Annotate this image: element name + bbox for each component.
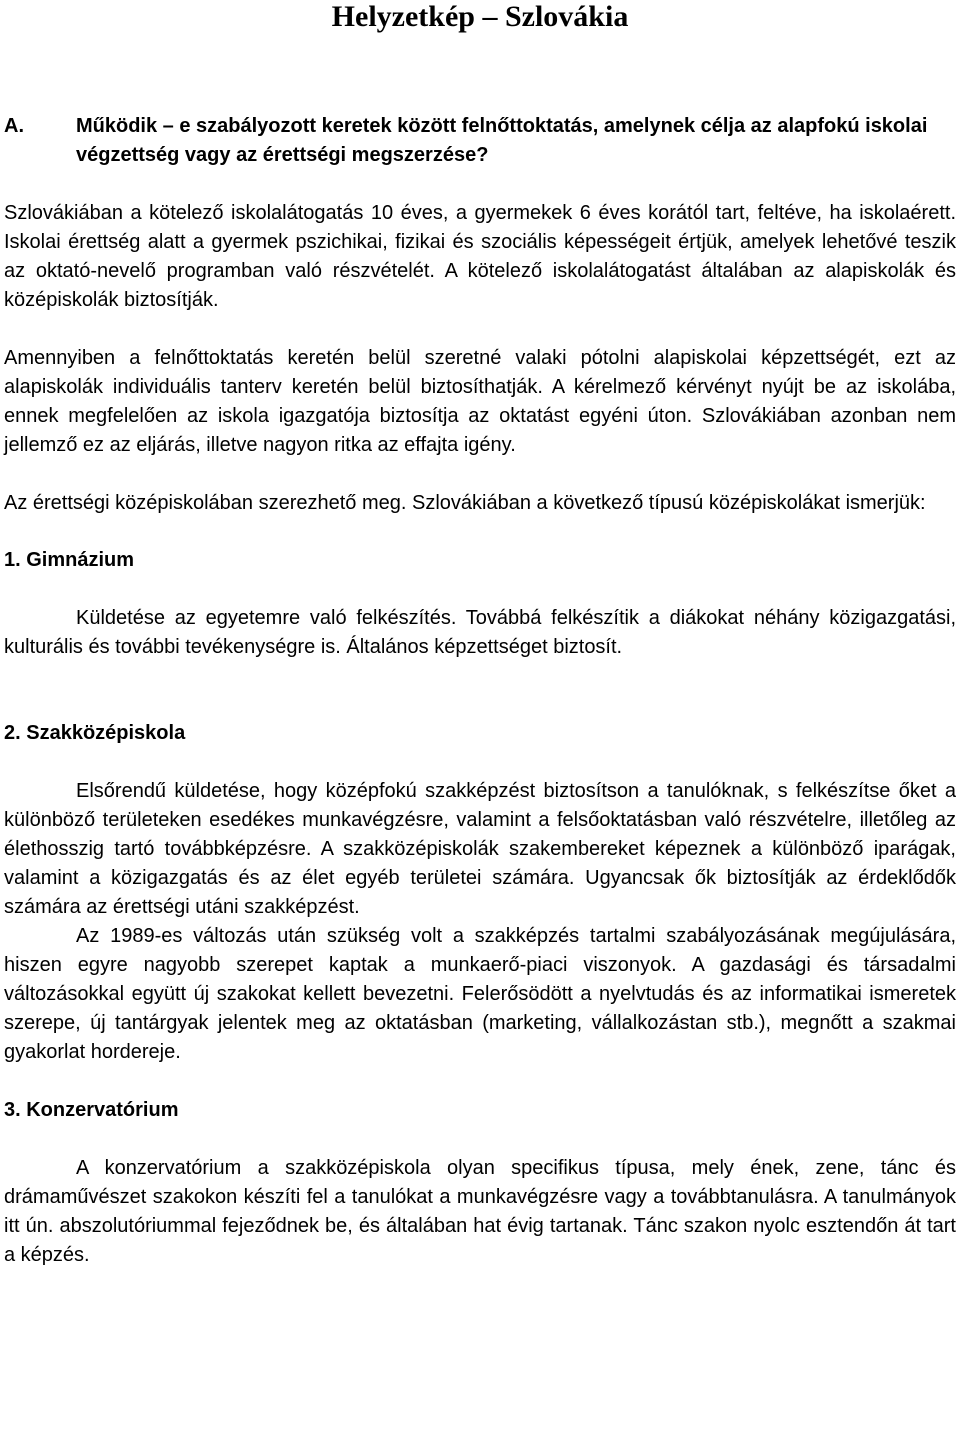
school-types-paragraph: Az érettségi középiskolában szerezhető meg. Szlovákiában a következő típusú középiskolákat ismerjük: [4, 492, 926, 514]
question-text: Működik – e szabályozott keretek között felnőttoktatás, amelynek célja az alapfokú iskolai végzettség vagy az érettségi megszerzése? [76, 115, 928, 166]
section-paragraph-szakkozepiskola-1: Elsőrendű küldetése, hogy középfokú szakképzést biztosítson a tanulóknak, s felkészítse őket a különböző területeken esedékes munkavégzésre, valamint a felsőoktatásban való részvételre, illetőleg az élethosszig tartó továbbképzésre. A szakközépiskolák szakembereket képeznek a különböző iparágak, valamint a közigazgatás és az élet egyéb területei számára. Ugyancsak ők biztosítják az érdeklődők számára az érettségi utáni szakképzést. [4, 780, 956, 918]
page-title: Helyzetkép – Szlovákia [331, 0, 629, 33]
section-paragraph-gimnazium: Küldetése az egyetemre való felkészítés. Továbbá felkészítik a diákokat néhány közigazgatási, kulturális és további tevékenységre is. Általános képzettséget biztosít. [4, 607, 956, 658]
question-label: A. [4, 115, 24, 137]
document-page [4, 0, 956, 1270]
question-block [4, 112, 956, 170]
section-heading-konzervatorium: 3. Konzervatórium [4, 1099, 179, 1121]
section-paragraph-szakkozepiskola-2: Az 1989-es változás után szükség volt a szakképzés tartalmi szabályozásának megújulására, hiszen egyre nagyobb szerepet kaptak a munkaerő-piaci viszonyok. A gazdasági és társadalmi változásokkal együtt új szakokat kellett bevezetni. Felerősödött a nyelvtudás és az informatikai ismeretek szerepe, új tantárgyak jelentek meg az oktatásban (marketing, vállalkozástan stb.), megnőtt a szakmai gyakorlat hordereje. [4, 925, 956, 1063]
adult-education-paragraph: Amennyiben a felnőttoktatás keretén belül szeretné valaki pótolni alapiskolai képzettségét, ezt az alapiskolák individuális tanterv keretén belül biztosíthatják. A kérelmező kérvényt nyújt be az iskolába, ennek megfelelően az iskola igazgatója biztosítja az oktatást egyéni úton. Szlovákiában azonban nem jellemző ez az eljárás, illetve nagyon ritka az effajta igény. [4, 347, 956, 456]
section-heading-gimnazium: 1. Gimnázium [4, 549, 135, 571]
intro-paragraph: Szlovákiában a kötelező iskolalátogatás 10 éves, a gyermekek 6 éves korától tart, feltéve, ha iskolaérett. Iskolai érettség alatt a gyermek pszichikai, fizikai és szociális képességeit értjük, amelyek lehetővé teszik az oktató-nevelő programban való részvételét. A kötelező iskolalátogatást általában az alapiskolák és középiskolák biztosítják. [4, 202, 956, 311]
section-heading-szakkozepiskola: 2. Szakközépiskola [4, 722, 186, 744]
section-paragraph-konzervatorium: A konzervatórium a szakközépiskola olyan specifikus típusa, mely ének, zene, tánc és drámaművészet szakokon készíti fel a tanulókat a munkavégzésre vagy a továbbtanulásra. A tanulmányok itt ún. abszolutóriummal fejeződnek be, és általában hat évig tartanak. Tánc szakon nyolc esztendőn át tart a képzés. [4, 1157, 956, 1266]
